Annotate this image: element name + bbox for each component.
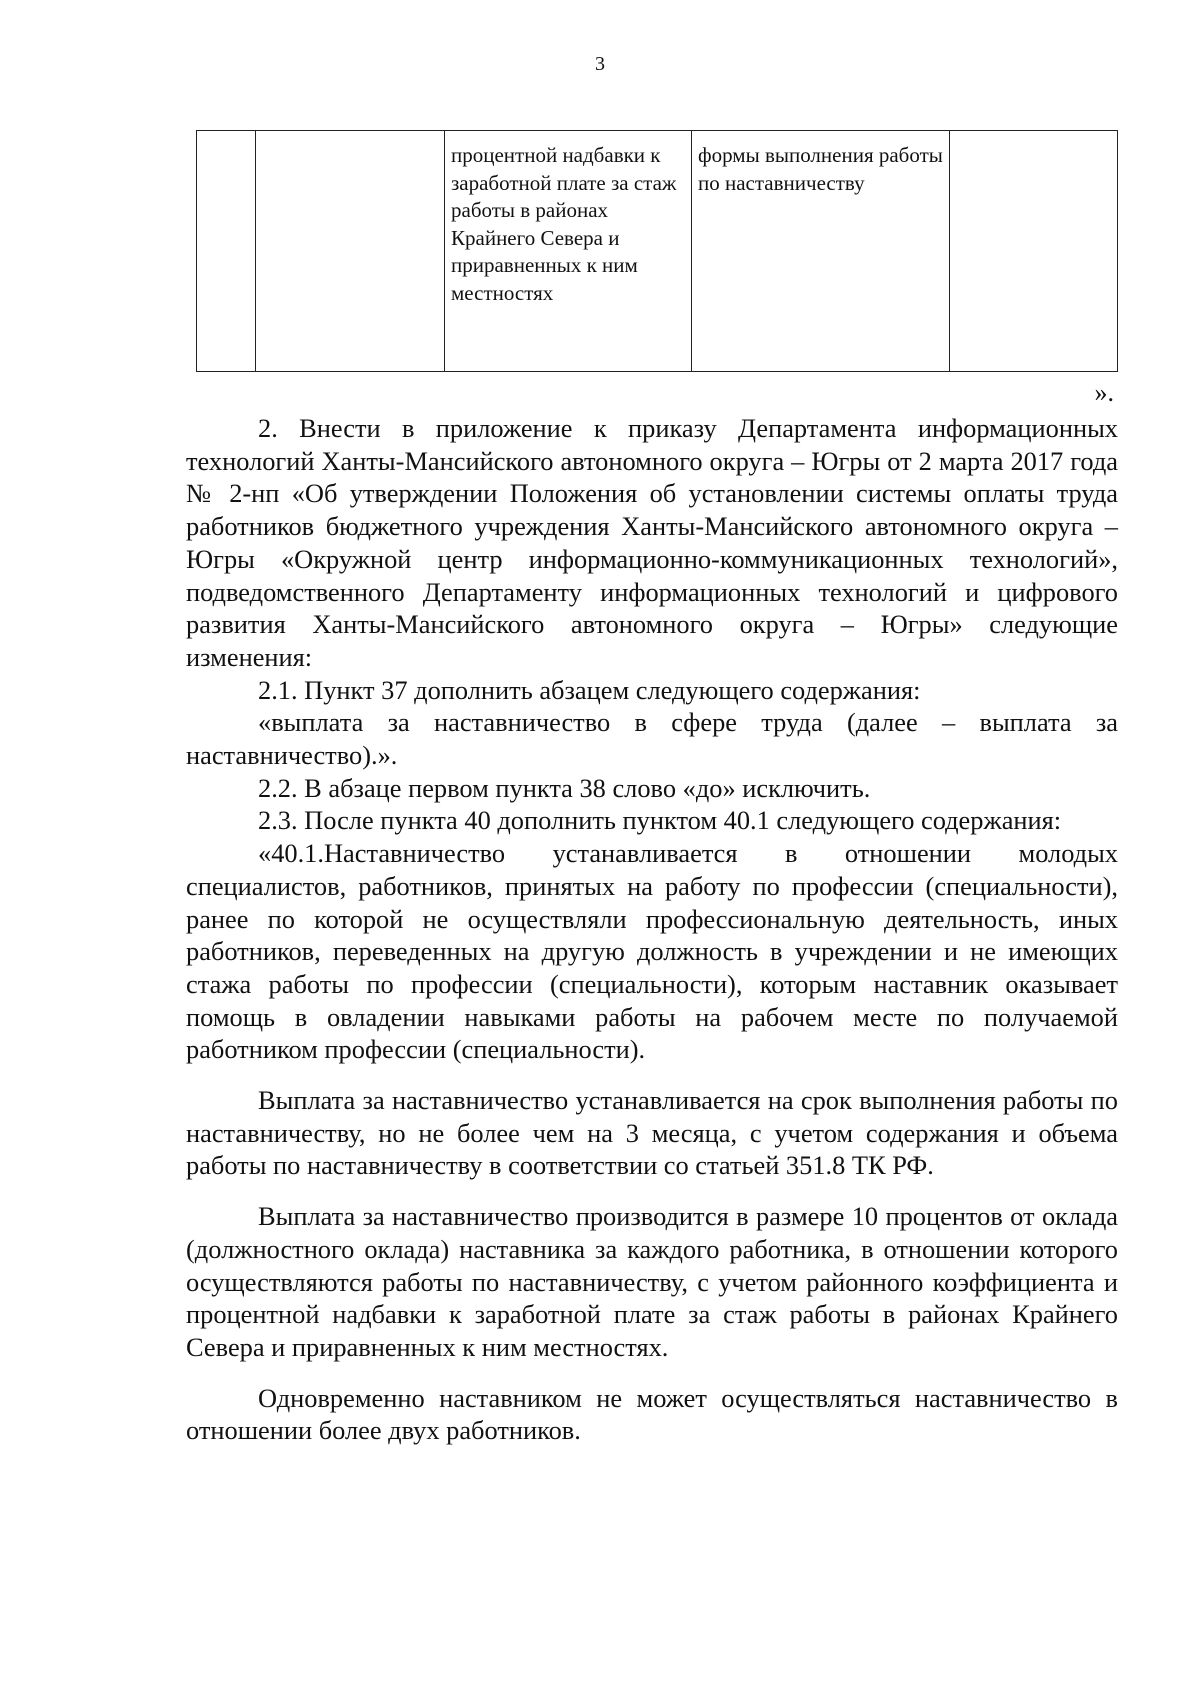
paragraph-item-2-2: 2.2. В абзаце первом пункта 38 слово «до» исключить. xyxy=(258,772,871,803)
paragraph-quote-37: «выплата за наставничество в сфере труда (далее – выплата за наставничество).». xyxy=(186,707,1118,771)
paragraph-amount: Выплата за наставничество производится в размере 10 процентов от оклада (должностного оклада) наставника за каждого работника, в отношении которого осуществляются работы по наставничеству, с учетом районного коэффициента и процентной надбавки к заработной плате за стаж работы в районах Крайнего Севера и приравненных к ним местностях. xyxy=(186,1201,1118,1362)
table-cell-5 xyxy=(950,131,1118,372)
paragraph-term: Выплата за наставничество устанавливается на срок выполнения работы по наставничеству, но не более чем на 3 месяца, с учетом содержания и объема работы по наставничеству в соответствии со статьей 351.8 ТК РФ. xyxy=(186,1085,1118,1181)
paragraph-limit: Одновременно наставником не может осуществляться наставничество в отношении более двух работников. xyxy=(186,1382,1118,1446)
continuation-table xyxy=(196,130,1118,372)
table-cell-2 xyxy=(256,131,445,372)
table-cell-1 xyxy=(197,131,256,372)
paragraph-item-2-1: 2.1. Пункт 37 дополнить абзацем следующего содержания: xyxy=(258,674,921,705)
closing-quote: ». xyxy=(1094,378,1114,407)
paragraph-item-2: 2. Внести в приложение к приказу Департамента информационных технологий Ханты-Мансийского автономного округа – Югры от 2 марта 2017 года № 2-нп «Об утверждении Положения об установлении системы оплаты труда работников бюджетного учреждения Ханты-Мансийского автономного округа – Югры «Окружной центр информационно-коммуникационных технологий», подведомственного Департаменту информационных технологий и цифрового развития Ханты-Мансийского автономного округа – Югры» следующие изменения: xyxy=(186,413,1118,672)
table-row xyxy=(197,131,1118,372)
page-number: 3 xyxy=(595,53,605,75)
table-cell-4: формы выполнения работы по наставничеству xyxy=(692,131,950,372)
document-body xyxy=(186,412,1118,1447)
table-cell-3: процентной надбавки к заработной плате за стаж работы в районах Крайнего Севера и приравненных к ним местностях xyxy=(445,131,692,372)
paragraph-quote-40-1: «40.1.Наставничество устанавливается в отношении молодых специалистов, работников, принятых на работу по профессии (специальности), ранее по которой не осуществляли профессиональную деятельность, иных работников, переведенных на другую должность в учреждении и не имеющих стажа работы по профессии (специальности), которым наставник оказывает помощь в овладении навыками работы на рабочем месте по получаемой работником профессии (специальности). xyxy=(186,838,1118,1065)
paragraph-item-2-3: 2.3. После пункта 40 дополнить пунктом 40.1 следующего содержания: xyxy=(258,805,1062,836)
